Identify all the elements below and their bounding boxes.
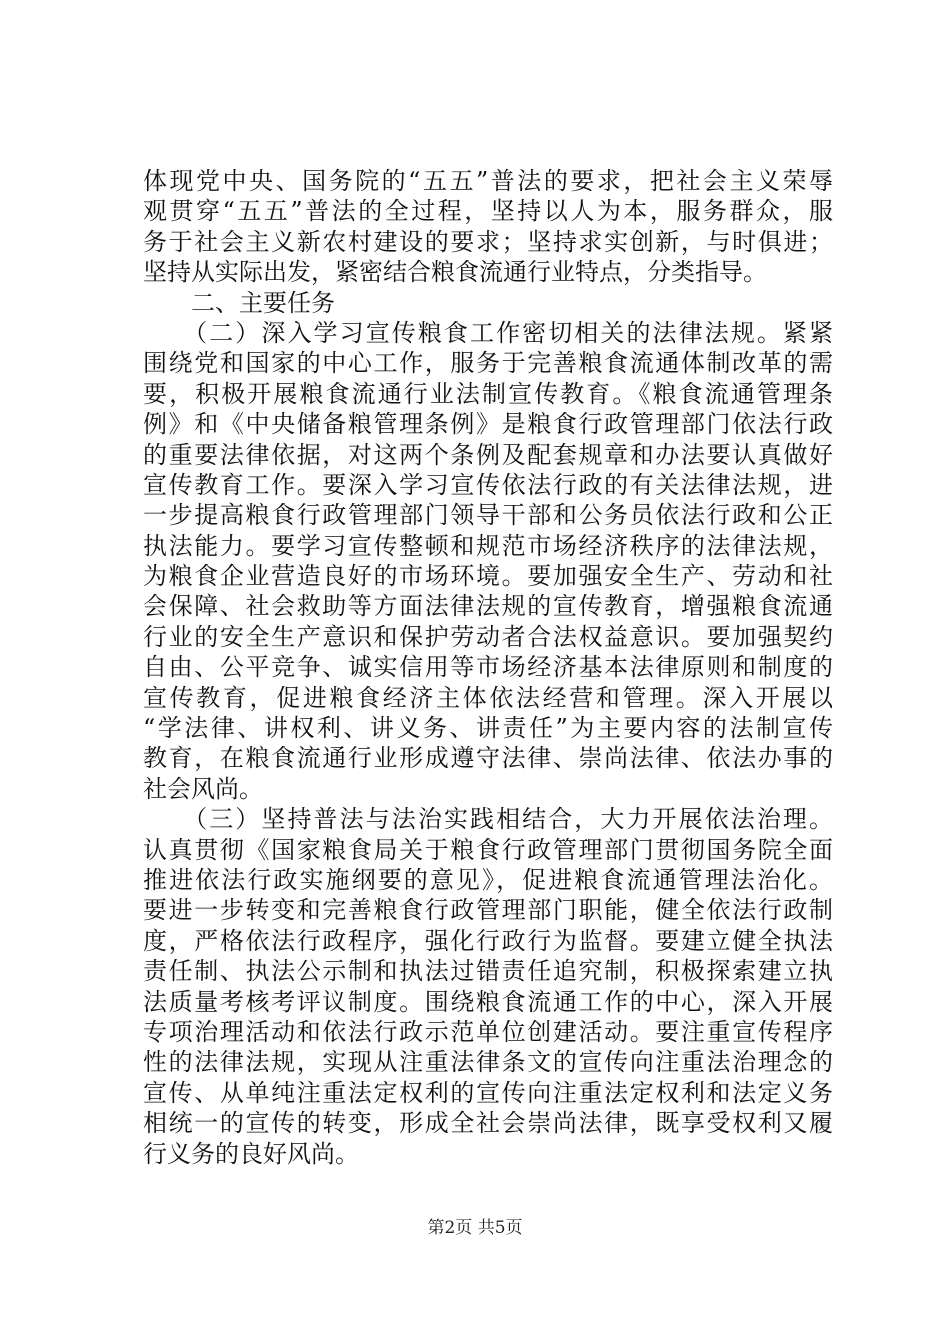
text-line: 坚持从实际出发，紧密结合粮食流通行业特点，分类指导。 [143,258,767,287]
text-line: 会保障、社会救助等方面法律法规的宣传教育，增强粮食流通 [143,592,833,621]
text-line: 的重要法律依据，对这两个条例及配套规章和办法要认真做好 [143,440,833,469]
text-line: 观贯穿“五五”普法的全过程，坚持以人为本，服务群众，服 [143,197,833,226]
text-line: 宣传教育工作。要深入学习宣传依法行政的有关法律法规，进 [143,470,833,499]
text-line: 推进依法行政实施纲要的意见》，促进粮食流通管理法治化。 [143,865,833,894]
text-line: 围绕党和国家的中心工作，服务于完善粮食流通体制改革的需 [143,349,833,378]
text-line: 为粮食企业营造良好的市场环境。要加强安全生产、劳动和社 [143,562,833,591]
text-line: 责任制、执法公示制和执法过错责任追究制，积极探索建立执 [143,957,833,986]
text-line: 行业的安全生产意识和保护劳动者合法权益意识。要加强契约 [143,622,833,651]
text-line: 要，积极开展粮食流通行业法制宣传教育。《粮食流通管理条 [143,379,833,408]
text-line: 执法能力。要学习宣传整顿和规范市场经济秩序的法律法规， [143,531,833,560]
text-line: 二、主要任务 [143,288,335,317]
text-line: 宣传教育，促进粮食经济主体依法经营和管理。深入开展以 [143,683,833,712]
text-line: 要进一步转变和完善粮食行政管理部门职能，健全依法行政制 [143,896,833,925]
text-line: 专项治理活动和依法行政示范单位创建活动。要注重宣传程序 [143,1017,833,1046]
text-line: （三）坚持普法与法治实践相结合，大力开展依法治理。 [143,805,833,834]
text-line: 相统一的宣传的转变，形成全社会崇尚法律，既享受权利又履 [143,1109,833,1138]
text-line: 自由、公平竞争、诚实信用等市场经济基本法律原则和制度的 [143,653,833,682]
text-line: （二）深入学习宣传粮食工作密切相关的法律法规。紧紧 [143,318,833,347]
text-line: 性的法律法规，实现从注重法律条文的宣传向注重法治理念的 [143,1048,833,1077]
text-line: “学法律、讲权利、讲义务、讲责任”为主要内容的法制宣传 [143,714,833,743]
text-line: 教育，在粮食流通行业形成遵守法律、崇尚法律、依法办事的 [143,744,833,773]
text-line: 认真贯彻《国家粮食局关于粮食行政管理部门贯彻国务院全面 [143,835,833,864]
document-body [143,166,833,1169]
text-line: 务于社会主义新农村建设的要求；坚持求实创新，与时俱进； [143,227,833,256]
text-line: 法质量考核考评议制度。围绕粮食流通工作的中心，深入开展 [143,987,833,1016]
text-line: 行义务的良好风尚。 [143,1139,359,1168]
page-footer: 第2页 共5页 [427,1218,523,1238]
text-line: 度，严格依法行政程序，强化行政行为监督。要建立健全执法 [143,926,833,955]
text-line: 宣传、从单纯注重法定权利的宣传向注重法定权利和法定义务 [143,1078,833,1107]
text-line: 社会风尚。 [143,774,263,803]
text-line: 例》和《中央储备粮管理条例》是粮食行政管理部门依法行政 [143,410,833,439]
text-line: 一步提高粮食行政管理部门领导干部和公务员依法行政和公正 [143,501,833,530]
text-line: 体现党中央、国务院的“五五”普法的要求，把社会主义荣辱 [143,167,833,195]
